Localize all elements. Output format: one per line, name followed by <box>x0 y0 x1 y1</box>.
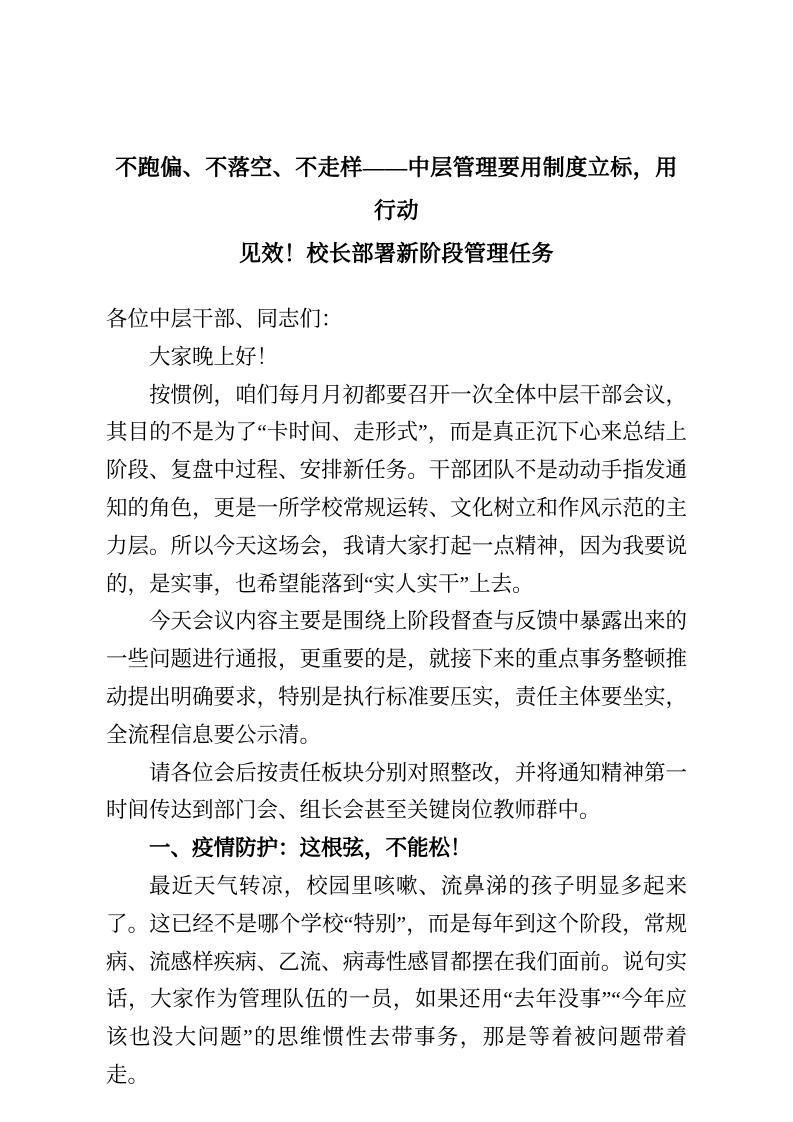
paragraph: 今天会议内容主要是围绕上阶段督查与反馈中暴露出来的一些问题进行通报，更重要的是，就接下来的重点事务整顿推动提出明确要求，特别是执行标准要压实，责任主体要坐实，全流程信息要公示清。 <box>106 609 687 747</box>
paragraph: 最近天气转凉，校园里咳嗽、流鼻涕的孩子明显多起来了。这已经不是哪个学校“特别”，而是每年到这个阶段，常规病、流感样疾病、乙流、病毒性感冒都摆在我们面前。说句实话，大家作为管理队伍的一员，如果还用“去年没事”“今年应该也没大问题”的思维惯性去带事务，那是等着被问题带着走。 <box>106 873 687 1087</box>
section-heading: 一、疫情防护：这根弦，不能松！ <box>149 836 472 861</box>
salutation-paragraph: 各位中层干部、同志们： <box>106 307 343 331</box>
document-title-line-2: 见效！校长部署新阶段管理任务 <box>238 241 554 266</box>
greeting-paragraph: 大家晚上好！ <box>149 344 279 369</box>
document-body <box>106 301 687 1095</box>
document-title-line-1: 不跑偏、不落空、不走样——中层管理要用制度立标，用行动 <box>115 155 678 223</box>
document-title <box>106 146 687 275</box>
paragraph: 请各位会后按责任板块分别对照整改，并将通知精神第一时间传达到部门会、组长会甚至关键岗位教师群中。 <box>106 760 687 823</box>
paragraph: 按惯例，咱们每月月初都要召开一次全体中层干部会议，其目的不是为了“卡时间、走形式”，而是真正沉下心来总结上阶段、复盘中过程、安排新任务。干部团队不是动动手指发通知的角色，更是一所学校常规运转、文化树立和作风示范的主力层。所以今天这场会，我请大家打起一点精神，因为我要说的，是实事，也希望能落到“实人实干”上去。 <box>106 382 687 596</box>
